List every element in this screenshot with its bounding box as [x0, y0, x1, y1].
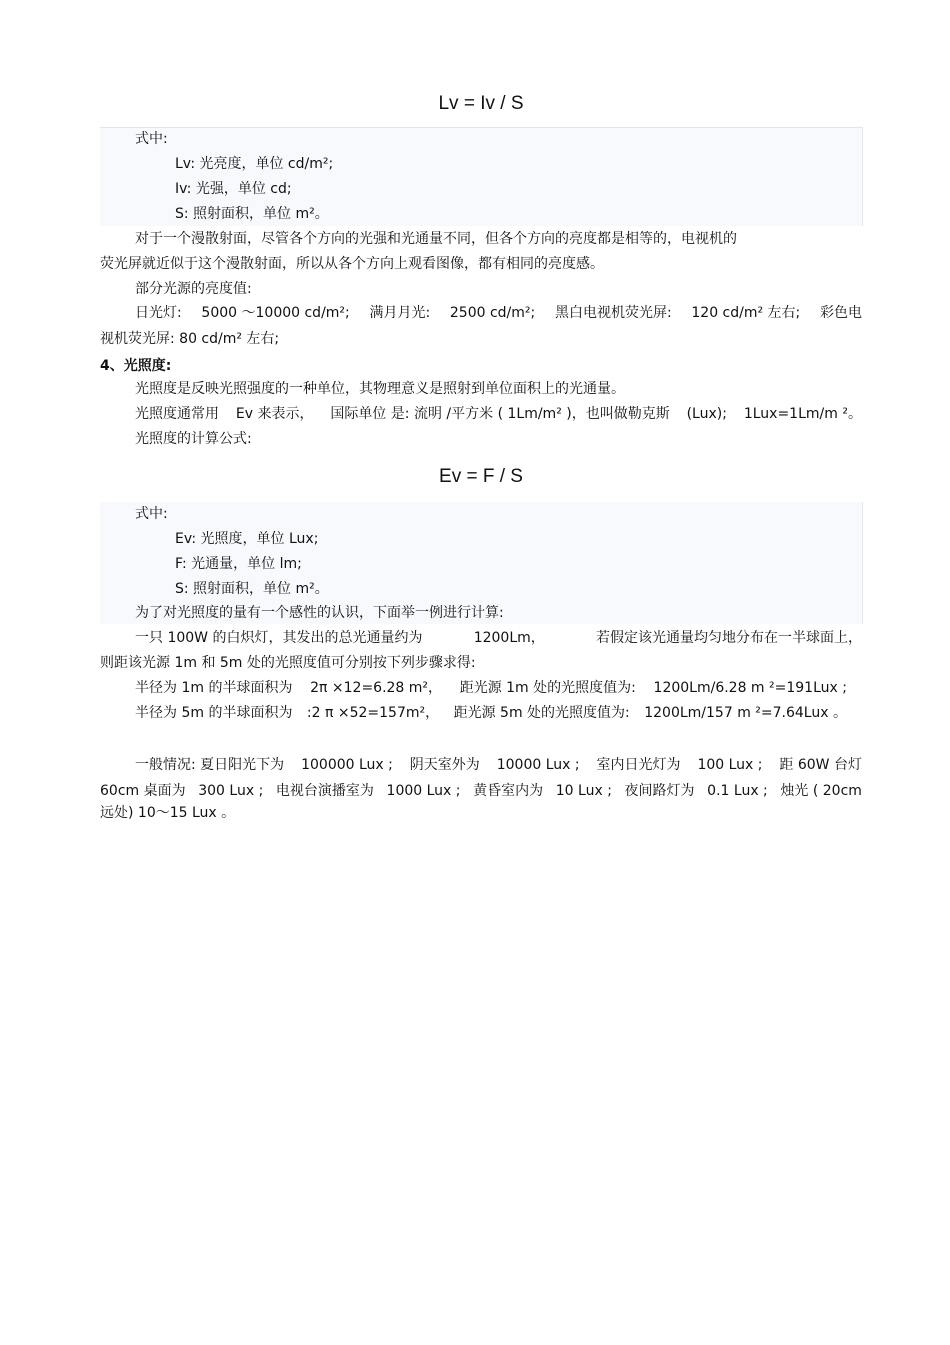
values-seg: 日光灯:	[135, 305, 182, 321]
formula-illuminance: Ev = F / S	[439, 466, 523, 487]
general-seg: 烛光 ( 20cm	[780, 783, 862, 799]
unit-seg: (Lux);	[686, 406, 727, 422]
values-seg: 2500 cd/m²;	[449, 305, 536, 321]
where-label: 式中:	[135, 131, 168, 147]
def-intensity: Iv: 光强，单位 cd;	[175, 181, 292, 197]
paragraph-general-line1	[135, 756, 862, 774]
general-seg: 一般情况: 夏日阳光下为	[135, 757, 285, 773]
general-seg: 300 Lux ;	[198, 783, 264, 799]
unit-seg: 1Lux=1Lm/m ²。	[743, 406, 862, 422]
calc-line-5m	[135, 704, 847, 722]
unit-seg: Ev 来表示，	[235, 406, 314, 422]
general-seg: 0.1 Lux ;	[707, 783, 768, 799]
general-seg: 10 Lux ;	[555, 783, 612, 799]
paragraph-values-line1	[135, 304, 862, 322]
paragraph-diffuse-line2: 荧光屏就近似于这个漫散射面，所以从各个方向上观看图像，都有相同的亮度感。	[100, 256, 604, 272]
calc-seg: :2 π ×52=157m²，	[306, 705, 440, 721]
def-flux: F: 光通量，单位 lm;	[175, 556, 302, 572]
paragraph-illum-formula-intro: 光照度的计算公式:	[135, 431, 252, 447]
general-seg: 100 Lux ;	[697, 757, 763, 773]
paragraph-example-line1	[135, 629, 862, 647]
general-seg: 距 60W 台灯	[779, 757, 862, 773]
values-seg: 120 cd/m² 左右;	[691, 305, 801, 321]
calc-seg: 2π ×12=6.28 m²，	[310, 680, 443, 696]
paragraph-general-line3: 远处) 10～15 Lux 。	[100, 805, 236, 821]
section-heading: 4、光照度:	[100, 358, 172, 374]
def-area: S: 照射面积，单位 m²。	[175, 206, 329, 222]
example-seg: 若假定该光通量均匀地分布在一半球面上，	[595, 630, 862, 646]
paragraph-diffuse-line1: 对于一个漫散射面，尽管各个方向的光强和光通量不同，但各个方向的亮度都是相等的，电视机的	[135, 231, 737, 247]
general-seg: 夜间路灯为	[624, 783, 695, 799]
calc-seg: 距光源 5m 处的光照度值为:	[453, 705, 630, 721]
general-seg: 电视台演播室为	[275, 783, 374, 799]
general-seg: 60cm 桌面为	[100, 783, 186, 799]
general-seg: 阴天室外为	[409, 757, 480, 773]
where-label: 式中:	[135, 506, 168, 522]
formula-luminance: Lv = Iv / S	[438, 93, 524, 114]
def-illuminance: Ev: 光照度，单位 Lux;	[175, 531, 319, 547]
unit-seg: 国际单位 是: 流明 /平方米 ( 1Lm/m² )，也叫做勒克斯	[330, 406, 670, 422]
paragraph-values-intro: 部分光源的亮度值:	[135, 281, 252, 297]
values-seg: 5000 ～10000 cd/m²;	[201, 305, 350, 321]
calc-seg: 距光源 1m 处的光照度值为:	[459, 680, 636, 696]
general-seg: 100000 Lux ;	[301, 757, 393, 773]
def-luminance: Lv: 光亮度，单位 cd/m²;	[175, 156, 334, 172]
values-seg: 满月月光:	[369, 305, 431, 321]
general-seg: 1000 Lux ;	[386, 783, 461, 799]
paragraph-illum-unit	[135, 405, 862, 423]
paragraph-general-line2	[100, 782, 862, 800]
example-seg: 一只 100W 的白炽灯，其发出的总光通量约为	[135, 630, 423, 646]
paragraph-example-line2: 则距该光源 1m 和 5m 处的光照度值可分别按下列步骤求得:	[100, 655, 476, 671]
values-seg: 彩色电	[819, 305, 862, 321]
calc-seg: 1200Lm/157 m ²=7.64Lux 。	[644, 705, 847, 721]
def-area: S: 照射面积，单位 m²。	[175, 581, 329, 597]
values-seg: 黑白电视机荧光屏:	[554, 305, 672, 321]
calc-line-1m	[135, 679, 847, 697]
unit-seg: 光照度通常用	[135, 406, 219, 422]
example-intro: 为了对光照度的量有一个感性的认识，下面举一例进行计算:	[135, 605, 504, 621]
calc-seg: 半径为 5m 的半球面积为	[135, 705, 293, 721]
paragraph-values-line2: 视机荧光屏: 80 cd/m² 左右;	[100, 331, 280, 347]
calc-seg: 1200Lm/6.28 m ²=191Lux ;	[653, 680, 847, 696]
example-seg: 1200Lm，	[473, 630, 545, 646]
general-seg: 10000 Lux ;	[496, 757, 580, 773]
paragraph-illum-definition: 光照度是反映光照强度的一种单位，其物理意义是照射到单位面积上的光通量。	[135, 381, 625, 397]
general-seg: 室内日光灯为	[596, 757, 681, 773]
general-seg: 黄昏室内为	[473, 783, 544, 799]
calc-seg: 半径为 1m 的半球面积为	[135, 680, 293, 696]
